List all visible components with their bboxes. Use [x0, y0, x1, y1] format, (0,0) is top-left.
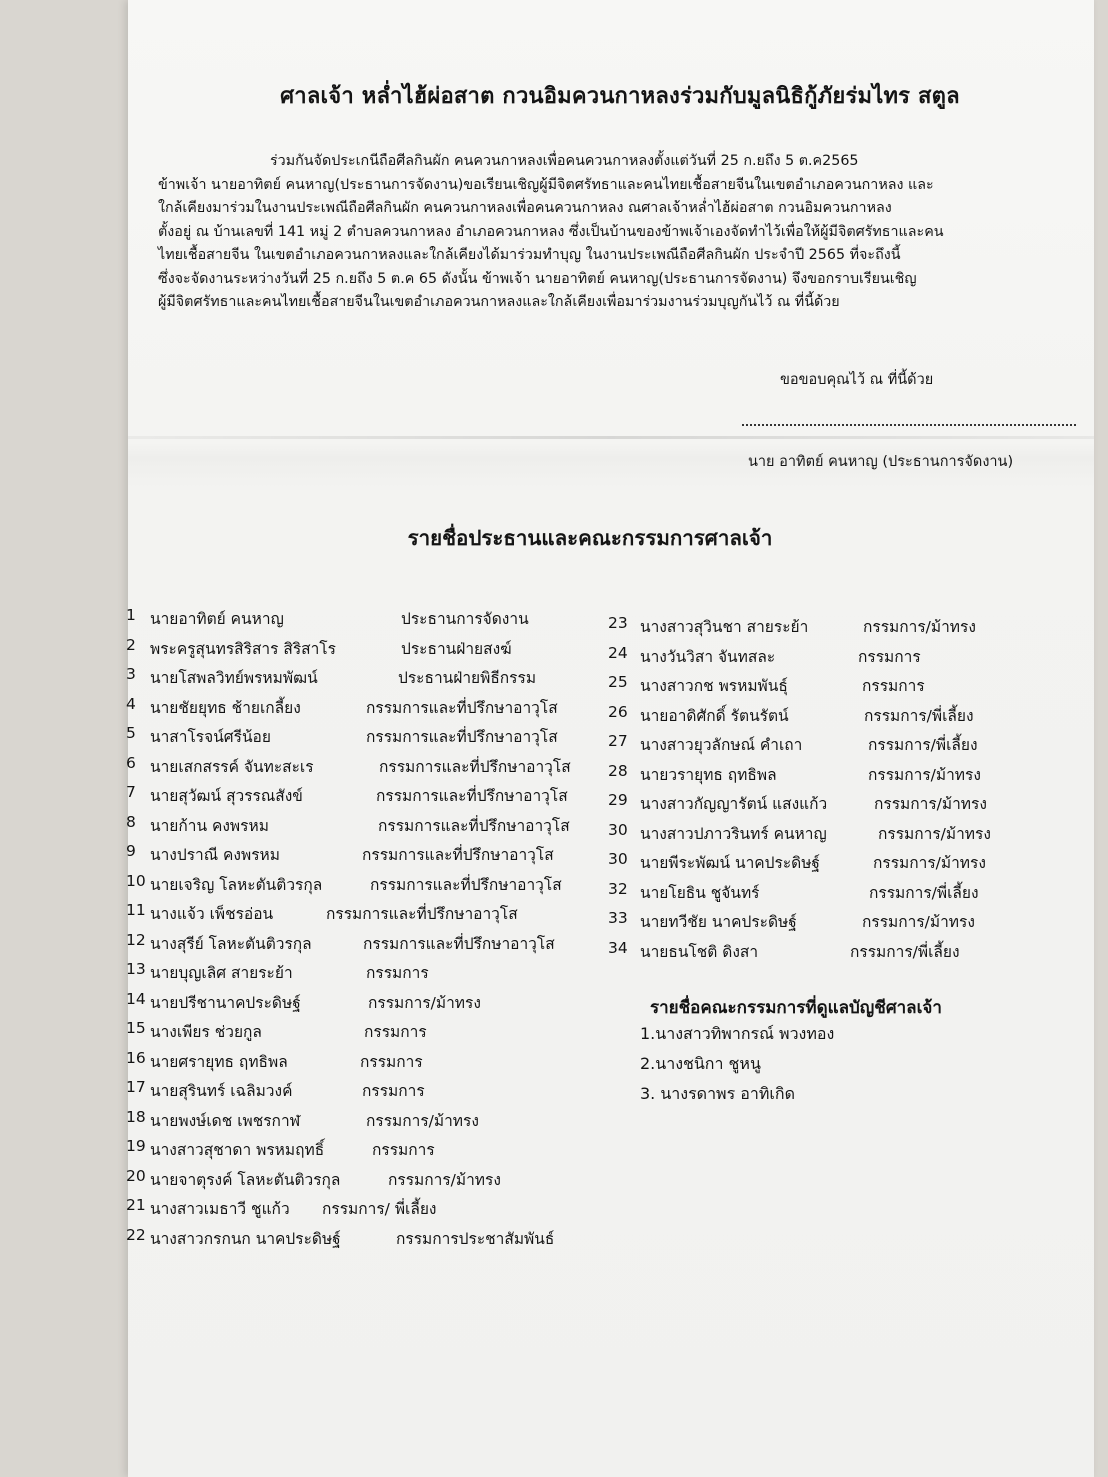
- committee-row: [126, 813, 606, 843]
- committee-role: กรรมการ: [862, 677, 925, 695]
- committee-name: นางสาวกัญญารัตน์ แสงแก้ว: [640, 795, 828, 813]
- committee-role: กรรมการ: [858, 647, 921, 666]
- document-title: ศาลเจ้า หล่ำไฮ้ผ่อสาต กวนอิมควนกาหลงร่วมกับมูลนิธิกู้ภัยร่มไทร สตูล: [280, 84, 960, 109]
- committee-number: 6: [126, 753, 136, 772]
- signature-line: [742, 424, 1076, 426]
- committee-name: นายศรายุทธ ฤทธิพล: [150, 1052, 288, 1071]
- committee-row: [126, 1167, 606, 1197]
- committee-row: [608, 909, 1038, 939]
- committee-number: 15: [126, 1019, 146, 1037]
- committee-row: [608, 614, 1038, 644]
- committee-name: นางสาวสุวินชา สายระย้า: [640, 618, 809, 636]
- committee-number: 30: [608, 820, 628, 839]
- committee-name: นายธนโชติ ดิงสา: [640, 942, 759, 961]
- committee-row: [608, 762, 1038, 792]
- committee-list-right: [608, 614, 1038, 968]
- committee-number: 5: [126, 724, 136, 742]
- committee-row: [126, 990, 606, 1020]
- account-item: 3. นางรดาพร อาทิเกิด: [640, 1084, 795, 1103]
- committee-number: 10: [126, 871, 146, 890]
- committee-number: 32: [608, 879, 628, 898]
- committee-name: นางสุรีย์ โลหะตันติวรกุล: [150, 934, 312, 953]
- committee-number: 24: [608, 643, 628, 662]
- committee-role: กรรมการ: [364, 1023, 427, 1041]
- committee-name: นายวรายุทธ ฤทธิพล: [640, 765, 777, 784]
- committee-name: นายทวีชัย นาคประดิษฐ์: [640, 913, 797, 931]
- committee-row: [608, 850, 1038, 880]
- committee-role: กรรมการ/ม้าทรง: [862, 913, 975, 931]
- committee-number: 17: [126, 1078, 146, 1096]
- committee-number: 19: [126, 1137, 146, 1155]
- committee-name: นางสาวกช พรหมพันธุ์: [640, 677, 788, 695]
- committee-number: 21: [126, 1196, 146, 1214]
- paragraph-line: ไทยเชื้อสายจีน ในเขตอำเภอควนกาหลงและใกล้เคียงได้มาร่วมทำบุญ ในงานประเพณีถือศีลกินผัก ประจำปี 2565 ที่จะถึงนี้: [158, 247, 901, 263]
- committee-row: [608, 880, 1038, 910]
- committee-role: ประธานฝ่ายสงฆ์: [401, 639, 512, 658]
- committee-row: [126, 842, 606, 872]
- committee-number: 16: [126, 1048, 146, 1067]
- committee-number: 12: [126, 930, 146, 949]
- committee-row: [126, 606, 606, 636]
- committee-name: นายสุรินทร์ เฉลิมวงค์: [150, 1082, 293, 1100]
- committee-role: กรรมการและที่ปรึกษาอาวุโส: [326, 905, 518, 923]
- committee-row: [608, 821, 1038, 851]
- committee-number: 28: [608, 761, 628, 780]
- committee-number: 29: [608, 791, 628, 809]
- committee-row: [126, 1019, 606, 1049]
- committee-number: 14: [126, 989, 146, 1008]
- committee-row: [608, 939, 1038, 969]
- committee-role: กรรมการ/ม้าทรง: [366, 1111, 479, 1130]
- committee-row: [126, 754, 606, 784]
- committee-name: นางเพียร ช่วยกูล: [150, 1023, 262, 1041]
- committee-row: [126, 1049, 606, 1079]
- signature-name: นาย อาทิตย์ คนหาญ (ประธานการจัดงาน): [748, 454, 1014, 470]
- committee-number: 8: [126, 812, 136, 831]
- committee-role: กรรมการ/ม้าทรง: [878, 824, 991, 843]
- accounts-list: [640, 1022, 834, 1112]
- committee-name: นายเสกสรรค์ จันทะสะเร: [150, 757, 314, 776]
- committee-row: [126, 636, 606, 666]
- committee-row: [126, 901, 606, 931]
- committee-name: นางสาวปภาวรินทร์ คนหาญ: [640, 824, 827, 843]
- committee-role: กรรมการและที่ปรึกษาอาวุโส: [366, 728, 558, 746]
- paper-fold: [128, 436, 1094, 439]
- paragraph-line: ข้าพเจ้า นายอาทิตย์ คนหาญ(ประธานการจัดงาน)ขอเรียนเชิญผู้มีจิตศรัทธาและคนไทยเชื้อสายจีนในเขตอำเภอควนกาหลง และ: [158, 176, 934, 193]
- committee-number: 7: [126, 783, 136, 801]
- committee-number: 4: [126, 694, 136, 713]
- committee-name: นางวันวิสา จันทสละ: [640, 647, 776, 666]
- committee-row: [608, 673, 1038, 703]
- committee-row: [126, 1226, 606, 1256]
- committee-number: 33: [608, 909, 628, 927]
- committee-role: กรรมการ: [372, 1141, 435, 1159]
- committee-role: กรรมการ: [360, 1052, 423, 1071]
- paragraph-line: ซึ่งจะจัดงานระหว่างวันที่ 25 ก.ยถึง 5 ต.ค 65 ดังนั้น ข้าพเจ้า นายอาทิตย์ คนหาญ(ประธานการจัดงาน) จึงขอกราบเรียนเชิญ: [158, 270, 917, 287]
- committee-role: กรรมการ/ พี่เลี้ยง: [322, 1200, 437, 1218]
- committee-name: นายโยธิน ชูจันทร์: [640, 883, 760, 902]
- committee-name: นางสาวกรกนก นาคประดิษฐ์: [150, 1229, 341, 1248]
- committee-name: นางสาวสุชาดา พรหมฤทธิ์: [150, 1141, 325, 1159]
- committee-role: กรรมการ/พี่เลี้ยง: [868, 736, 978, 754]
- committee-name: นายพีระพัฒน์ นาคประดิษฐ์: [640, 854, 820, 872]
- committee-row: [126, 872, 606, 902]
- committee-number: 2: [126, 635, 136, 654]
- committee-name: นายพงษ์เดช เพชรกาฬ: [150, 1111, 301, 1130]
- committee-role: กรรมการ/ม้าทรง: [863, 618, 976, 636]
- committee-name: นายบุญเลิศ สายระย้า: [150, 964, 293, 982]
- account-item: 1.นางสาวทิพากรณ์ พวงทอง: [640, 1024, 835, 1043]
- committee-row: [126, 724, 606, 754]
- committee-row: [608, 732, 1038, 762]
- committee-number: 34: [608, 938, 628, 957]
- committee-row: [126, 665, 606, 695]
- committee-role: กรรมการ/ม้าทรง: [368, 993, 481, 1012]
- committee-row: [126, 1078, 606, 1108]
- committee-role: กรรมการ/ม้าทรง: [874, 795, 987, 813]
- committee-name: นายอาทิตย์ คนหาญ: [150, 610, 284, 628]
- committee-role: กรรมการและที่ปรึกษาอาวุโส: [376, 787, 568, 805]
- committee-name: นายก้าน คงพรหม: [150, 816, 269, 835]
- accounts-heading: รายชื่อคณะกรรมการที่ดูแลบัญชีศาลเจ้า: [650, 998, 942, 1018]
- committee-number: 9: [126, 842, 136, 860]
- committee-name: นายปรีชานาคประดิษฐ์: [150, 993, 301, 1012]
- committee-role: กรรมการประชาสัมพันธ์: [396, 1229, 555, 1248]
- committee-number: 30: [608, 850, 628, 868]
- invitation-paragraph: [158, 150, 1076, 315]
- committee-number: 13: [126, 960, 146, 978]
- committee-role: กรรมการ: [362, 1082, 425, 1100]
- committee-role: กรรมการและที่ปรึกษาอาวุโส: [362, 846, 554, 864]
- committee-row: [608, 791, 1038, 821]
- committee-row: [126, 960, 606, 990]
- committee-role: กรรมการและที่ปรึกษาอาวุโส: [363, 934, 555, 953]
- committee-number: 11: [126, 901, 146, 919]
- paragraph-line: ตั้งอยู่ ณ บ้านเลขที่ 141 หมู่ 2 ตำบลควนกาหลง อำเภอควนกาหลง ซึ่งเป็นบ้านของข้าพเจ้าเองจัดทำไว้เพื่อให้ผู้มีจิตศรัทธาและคน: [158, 223, 944, 240]
- committee-number: 1: [126, 606, 136, 624]
- committee-name: นางแจ้ว เพ็ชรอ่อน: [150, 905, 274, 923]
- committee-role: กรรมการ/ม้าทรง: [388, 1170, 501, 1189]
- committee-name: นายสุวัฒน์ สุวรรณสังข์: [150, 787, 303, 805]
- committee-name: นายจาตุรงค์ โลหะตันติวรกุล: [150, 1170, 341, 1189]
- committee-role: กรรมการและที่ปรึกษาอาวุโส: [378, 816, 570, 835]
- committee-role: กรรมการ/ม้าทรง: [868, 765, 981, 784]
- committee-role: กรรมการ/พี่เลี้ยง: [864, 706, 974, 725]
- committee-row: [126, 1108, 606, 1138]
- paragraph-line: ร่วมกันจัดประเกนีถือศีลกินผัก คนควนกาหลงเพื่อคนควนกาหลงตั้งแต่วันที่ 25 ก.ยถึง 5 ต.ค2565: [270, 153, 859, 169]
- committee-row: [608, 644, 1038, 674]
- committee-number: 20: [126, 1166, 146, 1185]
- committee-number: 18: [126, 1107, 146, 1126]
- committee-row: [126, 695, 606, 725]
- committee-role: ประธานฝ่ายพิธีกรรม: [398, 669, 537, 687]
- committee-heading: รายชื่อประธานและคณะกรรมการศาลเจ้า: [407, 526, 773, 550]
- committee-role: กรรมการและที่ปรึกษาอาวุโส: [379, 757, 571, 776]
- committee-number: 23: [608, 614, 628, 632]
- committee-number: 27: [608, 732, 628, 750]
- committee-name: นางสาวยุวลักษณ์ คำเถา: [640, 736, 803, 754]
- committee-role: กรรมการ/ม้าทรง: [873, 854, 986, 872]
- committee-row: [126, 931, 606, 961]
- committee-role: กรรมการ: [366, 964, 429, 982]
- committee-number: 25: [608, 673, 628, 691]
- committee-row: [126, 783, 606, 813]
- committee-name: นายเจริญ โลหะตันติวรกุล: [150, 875, 323, 894]
- committee-row: [126, 1137, 606, 1167]
- paragraph-line: ใกล้เคียงมาร่วมในงานประเพณีถือศีลกินผัก คนควนกาหลงเพื่อคนควนกาหลง ณศาลเจ้าหล่ำไฮ้ผ่อสาต กวนอิมควนกาหลง: [158, 200, 892, 216]
- committee-name: พระครูสุนทรสิริสาร สิริสาโร: [150, 639, 336, 658]
- committee-name: นางสาวเมธาวี ชูแก้ว: [150, 1200, 290, 1218]
- committee-name: นายชัยยุทธ ช้ายเกลี้ยง: [150, 698, 301, 717]
- committee-name: นายโสพลวิทย์พรหมพัฒน์: [150, 669, 318, 687]
- committee-number: 22: [126, 1225, 146, 1244]
- committee-role: กรรมการและที่ปรึกษาอาวุโส: [366, 698, 558, 717]
- thanks-text: ขอขอบคุณไว้ ณ ที่นี้ด้วย: [780, 372, 934, 388]
- committee-number: 26: [608, 702, 628, 721]
- committee-role: กรรมการ/พี่เลี้ยง: [869, 883, 979, 902]
- account-item: 2.นางชนิกา ชูหนู: [640, 1054, 761, 1073]
- committee-role: กรรมการ/พี่เลี้ยง: [850, 942, 960, 961]
- committee-name: นางปราณี คงพรหม: [150, 846, 280, 864]
- committee-row: [126, 1196, 606, 1226]
- committee-list-left: [126, 606, 606, 1255]
- committee-role: ประธานการจัดงาน: [401, 610, 529, 628]
- committee-role: กรรมการและที่ปรึกษาอาวุโส: [370, 875, 562, 894]
- committee-name: นาสาโรจน์ศรีน้อย: [150, 728, 271, 746]
- paragraph-line: ผู้มีจิตศรัทธาและคนไทยเชื้อสายจีนในเขตอำเภอควนกาหลงและใกล้เคียงเพื่อมาร่วมงานร่วมบุญกันไว้ ณ ที่นี้ด้วย: [158, 294, 840, 310]
- committee-number: 3: [126, 665, 136, 683]
- committee-row: [608, 703, 1038, 733]
- committee-name: นายอาดิศักดิ์ รัตนรัตน์: [640, 706, 789, 725]
